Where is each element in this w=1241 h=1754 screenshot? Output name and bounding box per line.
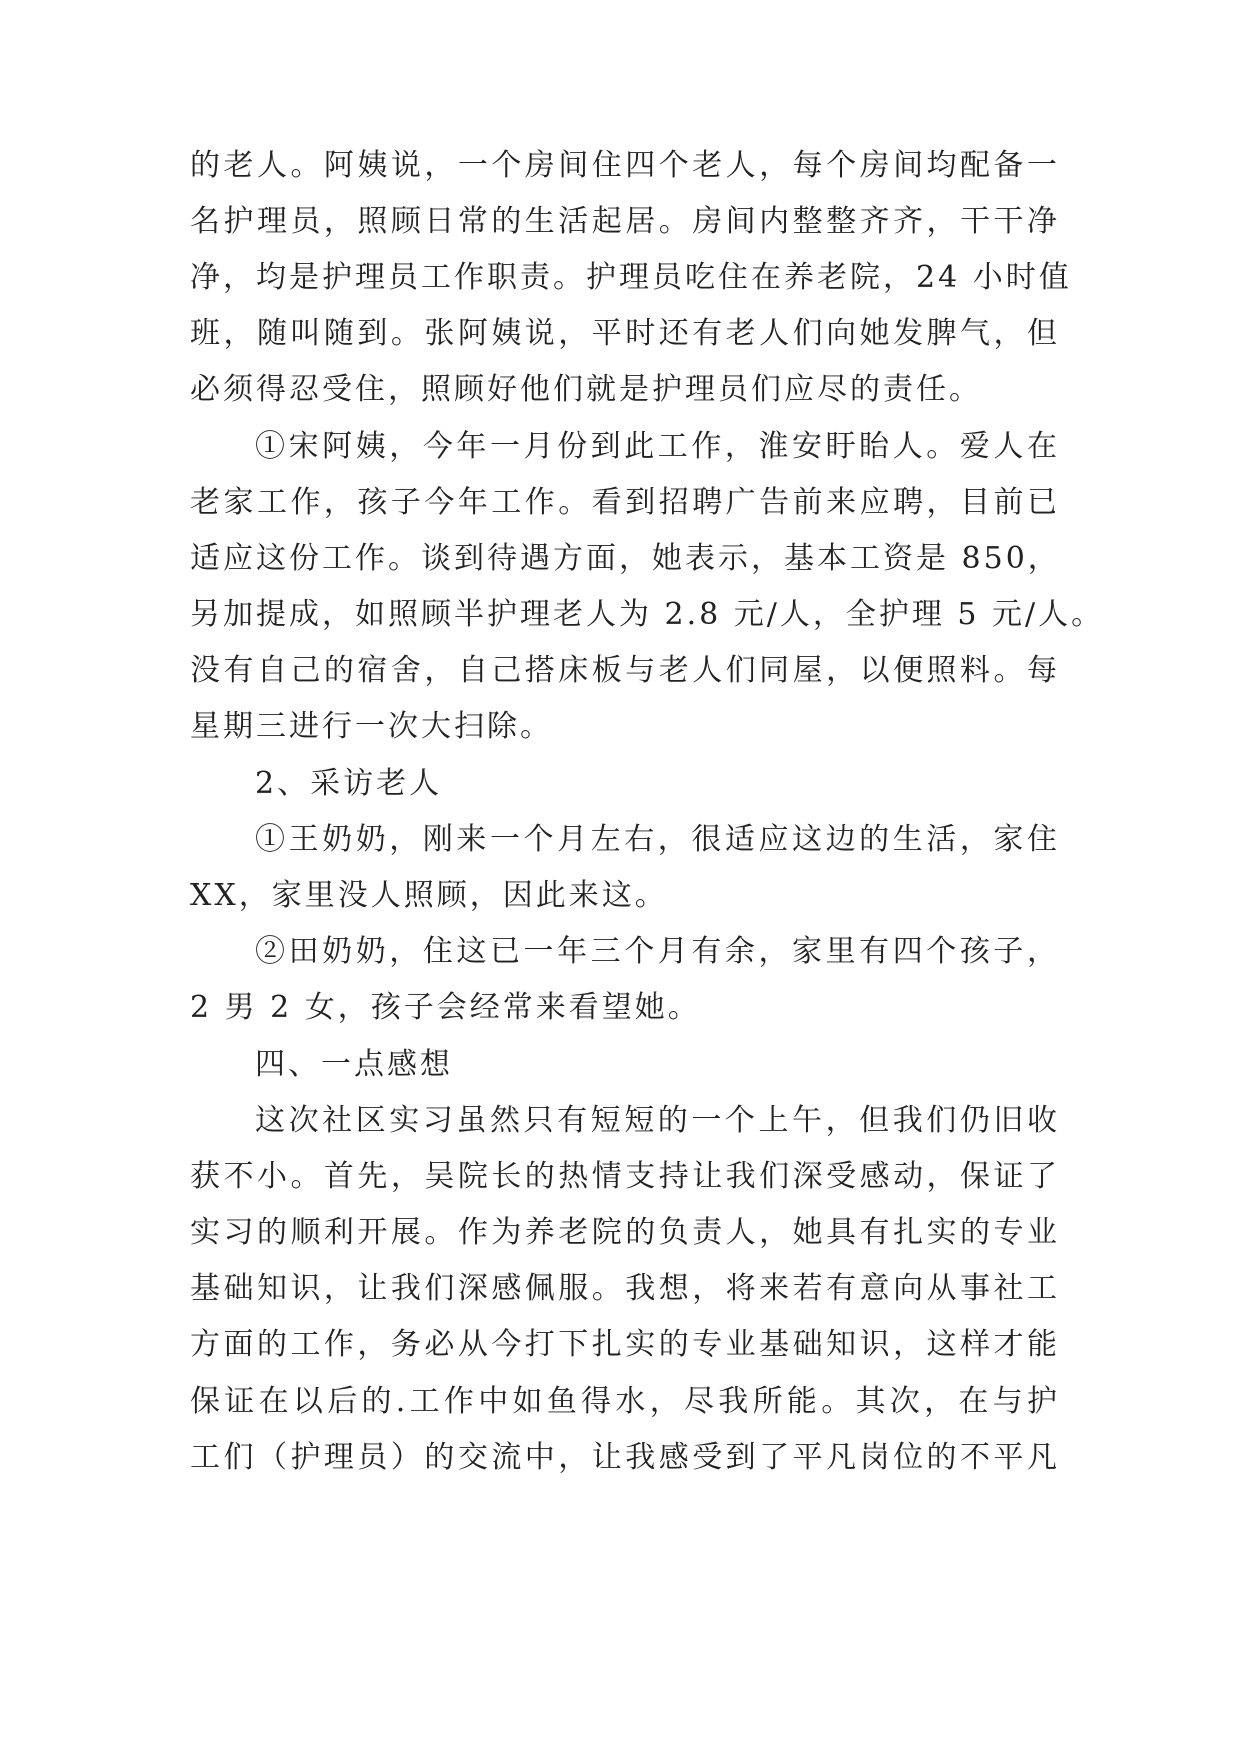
section-heading: 四、一点感想: [255, 1047, 453, 1082]
text-line: 适应这份工作。谈到待遇方面，她表示，基本工资是 850，: [190, 541, 1061, 576]
text-line: 工们（护理员）的交流中，让我感受到了平凡岗位的不平凡: [190, 1440, 1060, 1475]
text-line: 净，均是护理员工作职责。护理员吃住在养老院，24 小时值: [190, 260, 1072, 295]
text-line: 基础知识，让我们深感佩服。我想，将来若有意向从事社工: [190, 1271, 1060, 1306]
text-line: ①宋阿姨，今年一月份到此工作，淮安盱眙人。爱人在: [255, 429, 1060, 464]
text-line: 必须得忍受住，照顾好他们就是护理员们应尽的责任。: [190, 372, 982, 407]
text-line: 方面的工作，务必从今打下扎实的专业基础知识，这样才能: [190, 1327, 1060, 1362]
text-line: 名护理员，照顾日常的生活起居。房间内整整齐齐，干干净: [190, 204, 1060, 239]
text-line: 没有自己的宿舍，自己搭床板与老人们同屋，以便照料。每: [190, 653, 1060, 688]
text-line: 实习的顺利开展。作为养老院的负责人，她具有扎实的专业: [190, 1215, 1060, 1250]
text-line: 另加提成，如照顾半护理老人为 2.8 元/人，全护理 5 元/人。: [190, 597, 1105, 632]
text-line: 班，随叫随到。张阿姨说，平时还有老人们向她发脾气，但: [190, 316, 1060, 351]
section-heading: 2、采访老人: [255, 766, 443, 801]
text-line: 老家工作，孩子今年工作。看到招聘广告前来应聘，目前已: [190, 485, 1060, 520]
text-line: 的老人。阿姨说，一个房间住四个老人，每个房间均配备一: [190, 148, 1060, 183]
text-line: 保证在以后的.工作中如鱼得水，尽我所能。其次，在与护: [190, 1384, 1060, 1419]
text-line: 星期三进行一次大扫除。: [190, 709, 553, 744]
text-line: 2 男 2 女，孩子会经常来看望她。: [190, 990, 701, 1025]
text-line: ①王奶奶，刚来一个月左右，很适应这边的生活，家住: [255, 822, 1060, 857]
text-line: 这次社区实习虽然只有短短的一个上午，但我们仍旧收: [255, 1103, 1060, 1138]
text-line: XX，家里没人照顾，因此来这。: [190, 878, 668, 913]
text-line: ②田奶奶，住这已一年三个月有余，家里有四个孩子，: [255, 934, 1060, 969]
text-line: 获不小。首先，吴院长的热情支持让我们深受感动，保证了: [190, 1159, 1060, 1194]
